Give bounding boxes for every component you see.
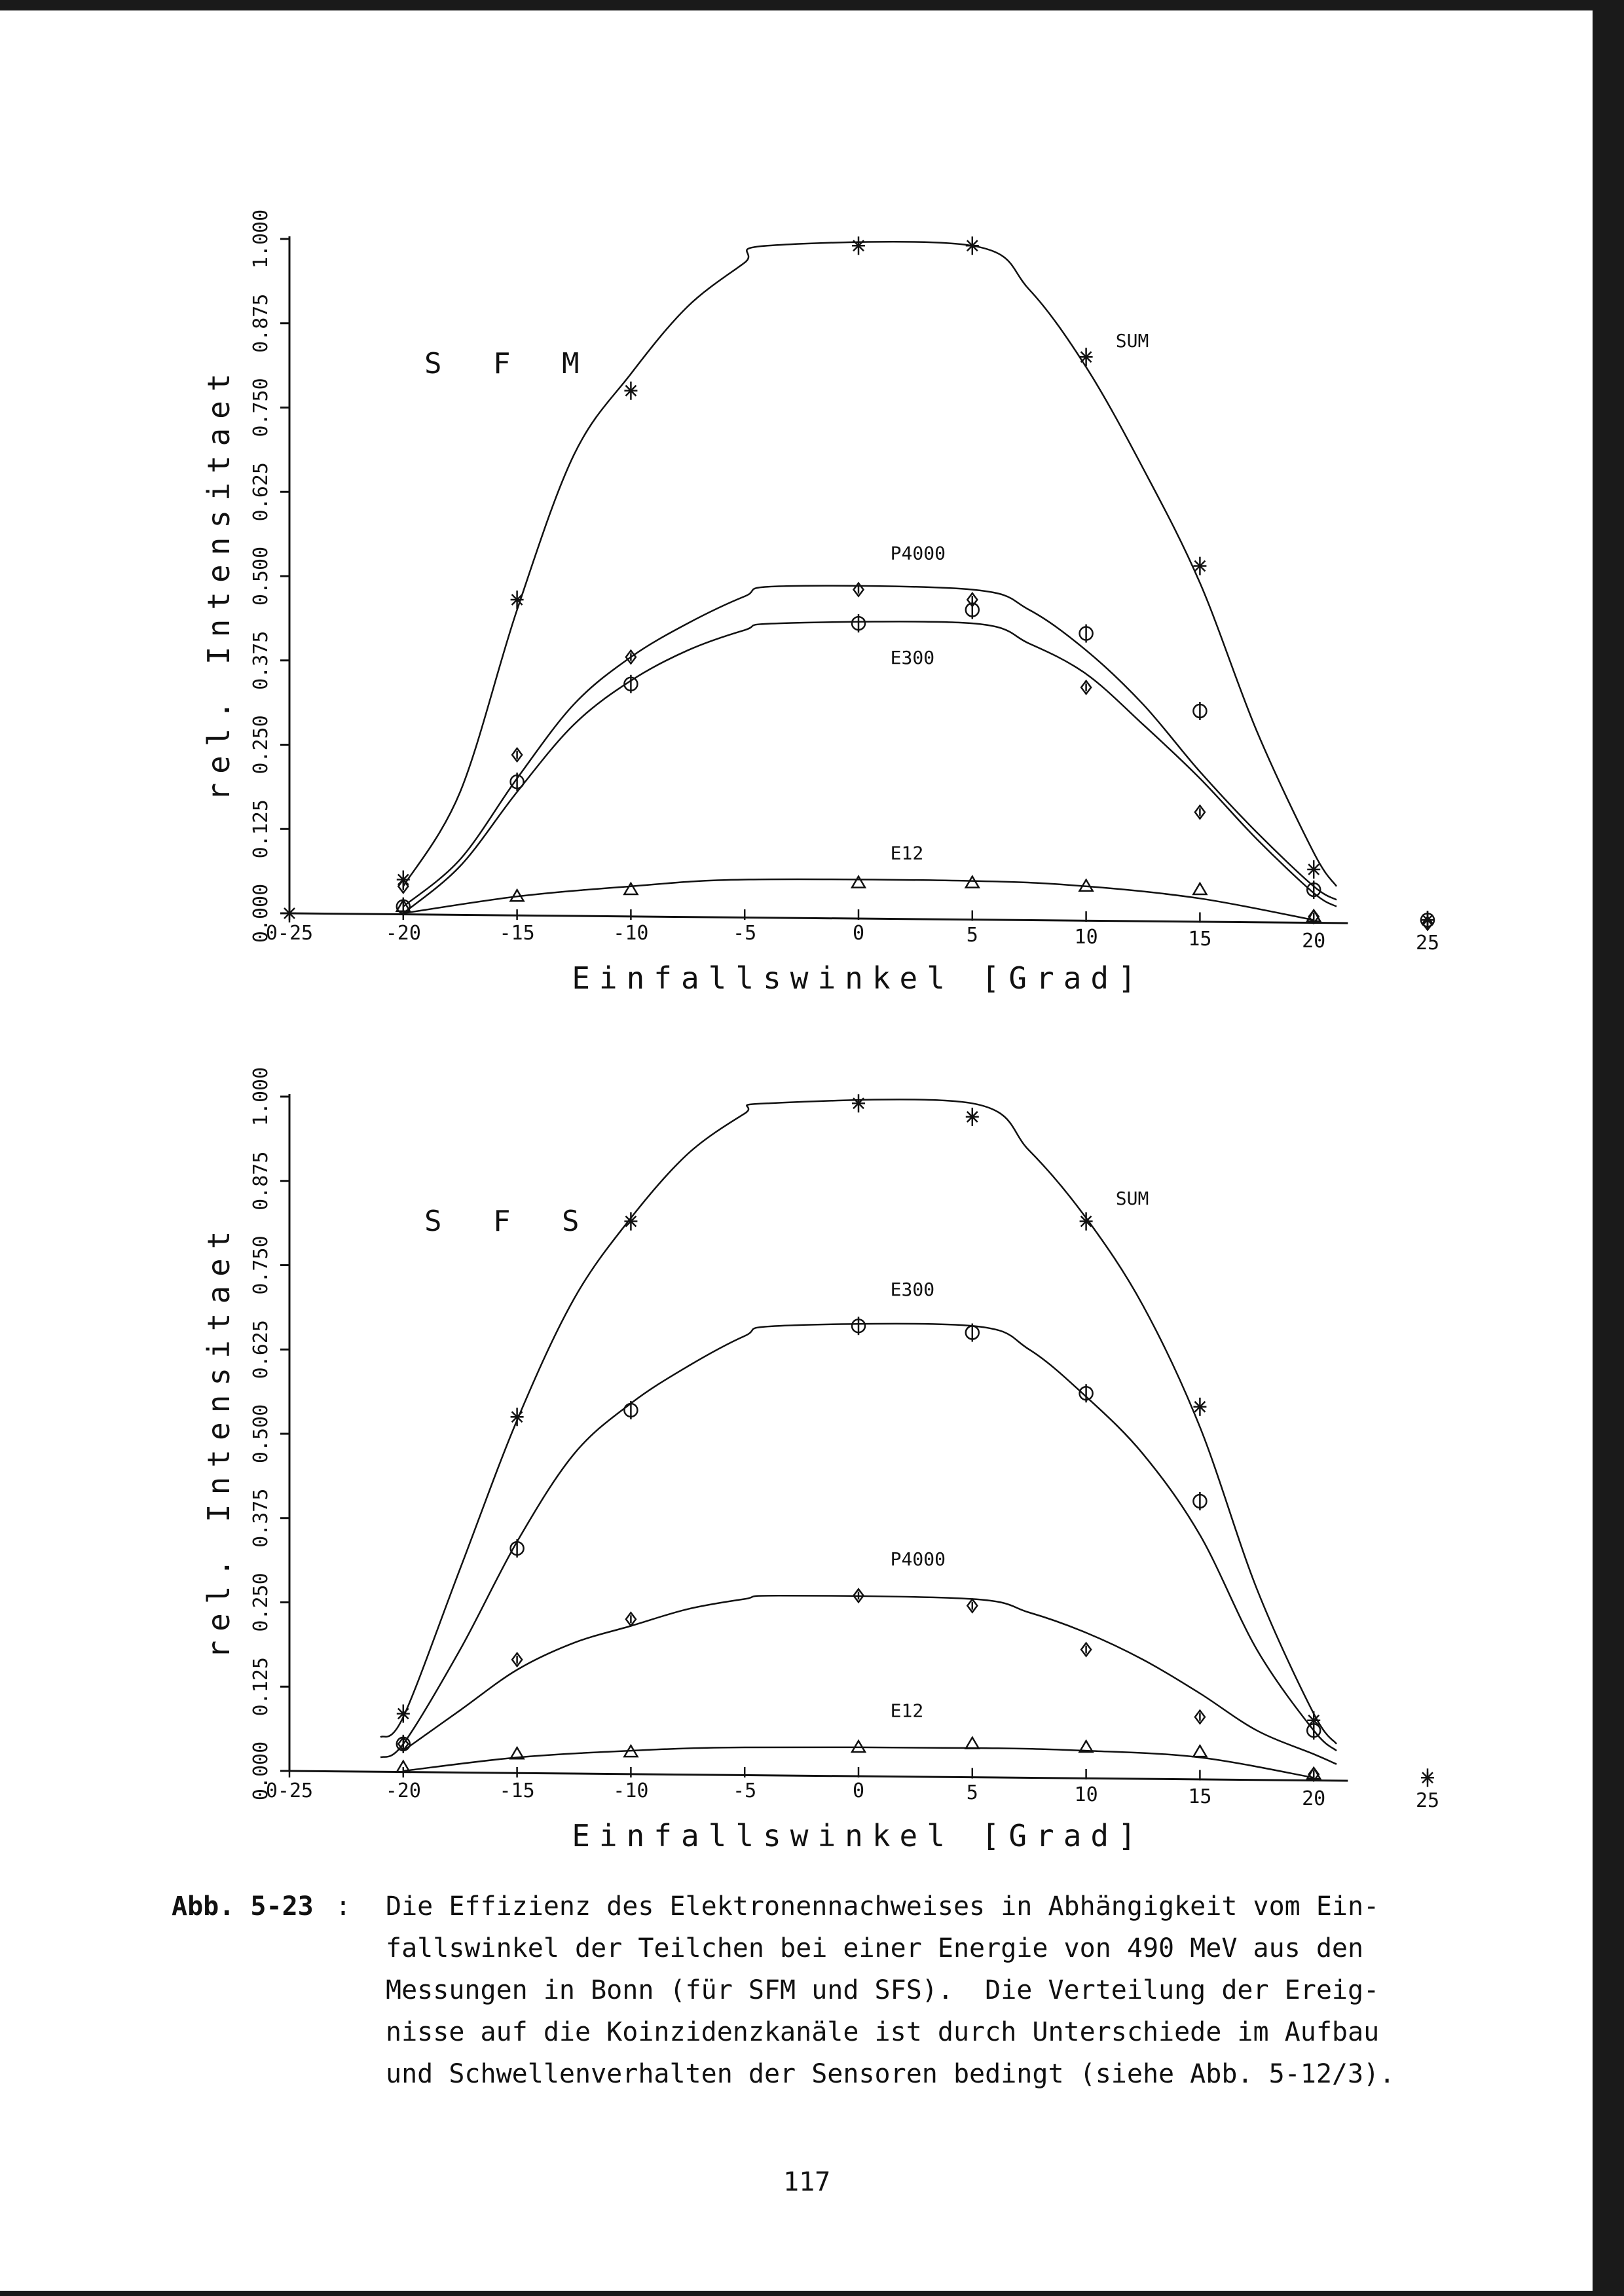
chart2-series-e300-label: E300 xyxy=(890,1278,935,1300)
chart2-series-p4000-label: P4000 xyxy=(890,1548,946,1570)
chart1-series-e12-point-2 xyxy=(624,883,637,894)
chart2-x-tick-label-1: -20 xyxy=(385,1779,421,1802)
chart2-y-tick-label-8: 1.000 xyxy=(249,1066,272,1127)
chart1-series-sum-point-6 xyxy=(1080,348,1093,366)
chart1-series-e12-point-3 xyxy=(852,877,865,888)
chart2-series-p4000 xyxy=(398,1548,1337,1781)
chart1-series-e300-point-3 xyxy=(852,614,865,632)
chart2-y-tick-label-7: 0.875 xyxy=(249,1151,272,1211)
chart1-series-sum-point-8 xyxy=(1307,860,1320,879)
chart1-series-e12-point-6 xyxy=(1193,883,1206,894)
chart1-x-tick-label-3: -10 xyxy=(613,922,649,945)
chart1-series-sum-point-4 xyxy=(852,236,865,255)
chart1-series-p4000-label: P4000 xyxy=(890,542,946,564)
chart2-x-tick-label-5: 0 xyxy=(852,1779,865,1802)
chart1-series-e300-point-1 xyxy=(511,773,524,791)
chart2-x-axis-title: Einfallswinkel [Grad] xyxy=(572,1818,1145,1853)
chart2-y-tick-label-5: 0.625 xyxy=(249,1320,272,1379)
chart2-series-sum-point-6 xyxy=(1193,1398,1206,1416)
chart1-y-tick-label-4: 0.500 xyxy=(249,546,272,606)
chart2-x-tick-label-9: 20 xyxy=(1302,1787,1326,1810)
chart1-x-tick-label-5: 0 xyxy=(852,922,865,945)
chart2-panel-label: S F S xyxy=(424,1205,597,1238)
chart2-x-tick-label-8: 15 xyxy=(1188,1785,1212,1808)
chart1-x-tick-label-7: 10 xyxy=(1074,926,1098,949)
chart1-x-axis xyxy=(289,913,1348,923)
chart1-series-e12-label: E12 xyxy=(890,842,924,864)
chart1-panel-label: S F M xyxy=(424,347,597,380)
chart1-series-e300-point-5 xyxy=(1080,625,1093,643)
chart1-series-p4000-point-1 xyxy=(512,748,522,761)
chart2-series-sum-point-8 xyxy=(1421,1768,1434,1787)
chart1-series-sum-curve xyxy=(403,242,1337,886)
chart2-series-p4000-point-4 xyxy=(967,1599,977,1613)
chart2-series-sum-point-5 xyxy=(1080,1212,1093,1231)
chart2-series-p4000-point-2 xyxy=(626,1613,636,1626)
chart2-series-e12-point-3 xyxy=(852,1741,865,1752)
chart1-series-p4000-point-5 xyxy=(1081,681,1091,694)
chart2-x-tick-label-6: 5 xyxy=(966,1781,978,1804)
chart2-x-axis xyxy=(289,1771,1348,1781)
chart1-y-tick-label-6: 0.750 xyxy=(249,378,272,437)
caption-label: Abb. 5-23 xyxy=(172,1891,314,1922)
chart1-y-tick-label-5: 0.625 xyxy=(249,462,272,522)
chart1-x-tick-label-8: 15 xyxy=(1188,928,1212,951)
chart2-x-tick-label-2: -15 xyxy=(499,1779,535,1802)
chart2-series-e12-point-4 xyxy=(966,1738,979,1749)
chart-sfm xyxy=(0,164,1624,1021)
chart2-series-e300-curve xyxy=(380,1324,1337,1758)
chart1-y-tick-label-1: 0.125 xyxy=(249,799,272,859)
chart2-series-e300 xyxy=(380,1279,1337,1758)
chart2-series-p4000-point-6 xyxy=(1195,1711,1205,1724)
chart1-series-p4000-point-6 xyxy=(1195,806,1205,819)
chart2-x-tick-label-3: -10 xyxy=(613,1779,649,1802)
chart1-series-sum-point-2 xyxy=(511,591,524,609)
chart2-series-p4000-point-5 xyxy=(1081,1643,1091,1656)
chart1-x-tick-label-0: 0-25 xyxy=(265,922,314,945)
page-number: 117 xyxy=(783,2167,831,2197)
chart2-series-e12-label: E12 xyxy=(890,1700,924,1722)
chart1-series-sum-point-0 xyxy=(283,904,296,922)
chart2-series-sum-label: SUM xyxy=(1115,1187,1149,1209)
chart2-y-tick-label-0: 0.000 xyxy=(249,1741,272,1801)
chart1-series-sum-label: SUM xyxy=(1115,329,1149,352)
chart1-series-p4000-point-2 xyxy=(626,651,636,664)
chart2-series-e300-point-2 xyxy=(624,1401,637,1419)
chart1-series-e300-point-6 xyxy=(1193,702,1206,720)
chart1-series-e300-label: E300 xyxy=(890,646,935,668)
chart2-y-tick-label-4: 0.500 xyxy=(249,1404,272,1464)
chart2-y-tick-label-6: 0.750 xyxy=(249,1235,272,1295)
chart2-x-tick-label-4: -5 xyxy=(733,1779,757,1802)
chart2-x-tick-label-10: 25 xyxy=(1415,1789,1440,1812)
chart2-series-sum-point-3 xyxy=(852,1094,865,1112)
chart2-y-axis-title: rel. Intensitaet xyxy=(201,1222,236,1659)
chart1-series-e12-point-4 xyxy=(966,877,979,888)
chart2-y-tick-label-2: 0.250 xyxy=(249,1573,272,1632)
chart1-series-p4000 xyxy=(398,542,1432,930)
caption-colon: : xyxy=(335,1891,352,1922)
chart2-series-p4000-point-1 xyxy=(512,1653,522,1666)
chart1-x-axis-title: Einfallswinkel [Grad] xyxy=(572,960,1145,996)
chart2-series-sum-curve xyxy=(380,1099,1337,1743)
chart1-x-tick-label-9: 20 xyxy=(1302,930,1326,953)
chart1-series-sum-point-3 xyxy=(624,382,637,400)
chart1-series-sum-point-5 xyxy=(966,236,979,255)
chart1-y-tick-label-0: 0.000 xyxy=(249,883,272,943)
chart1-y-tick-label-2: 0.250 xyxy=(249,715,272,774)
chart2-series-sum-point-2 xyxy=(624,1212,637,1231)
chart2-y-tick-label-3: 0.375 xyxy=(249,1488,272,1548)
chart1-x-tick-label-1: -20 xyxy=(385,922,421,945)
chart1-series-p4000-curve xyxy=(403,586,1337,907)
chart2-x-tick-label-7: 10 xyxy=(1074,1783,1098,1806)
chart1-x-tick-label-4: -5 xyxy=(733,922,757,945)
chart1-y-axis-title: rel. Intensitaet xyxy=(201,364,236,801)
chart1-y-tick-label-8: 1.000 xyxy=(249,209,272,269)
chart-sfs xyxy=(0,1021,1624,1879)
chart1-y-tick-label-3: 0.375 xyxy=(249,630,272,690)
chart1-series-e300-point-4 xyxy=(966,601,979,619)
chart1-x-tick-label-10: 25 xyxy=(1415,932,1440,955)
caption-text: Die Effizienz des Elektronennachweises in Abhängigkeit vom Ein- fallswinkel der Teilchen bei einer Energie von 490 MeV aus den Messungen in Bonn (für SFM und SFS). Die Verteilung der Ereig- nisse auf die Koinzidenzkanäle ist durch Unterschiede im Aufbau und Schwellenverhalten der Sensoren bedingt (siehe Abb. 5-12/3). xyxy=(386,1891,1395,2089)
chart2-series-e300-point-6 xyxy=(1193,1492,1206,1510)
chart2-series-p4000-curve xyxy=(403,1595,1337,1764)
chart2-series-sum xyxy=(380,1094,1434,1787)
chart2-x-tick-label-0: 0-25 xyxy=(265,1779,314,1802)
chart2-series-sum-point-4 xyxy=(966,1108,979,1126)
chart1-x-tick-label-2: -15 xyxy=(499,922,535,945)
chart1-y-tick-label-7: 0.875 xyxy=(249,293,272,353)
chart1-x-tick-label-6: 5 xyxy=(966,924,978,947)
chart2-y-tick-label-1: 0.125 xyxy=(249,1657,272,1717)
chart2-series-e300-point-3 xyxy=(852,1317,865,1335)
chart2-series-e12-point-6 xyxy=(1193,1745,1206,1757)
